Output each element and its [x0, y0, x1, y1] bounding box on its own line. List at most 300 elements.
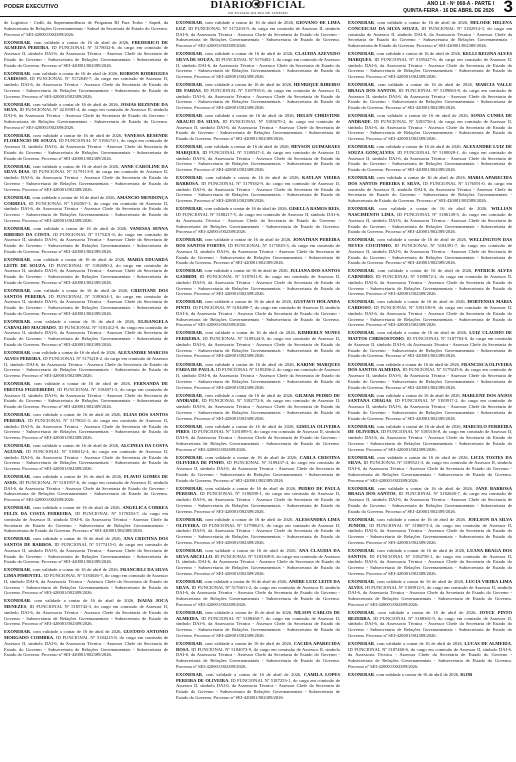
entry-body: do cargo em comissão de Assessor II, símbolo DAI-6, da Assessoria Técnica - Assessor Chefe da Secretaria de Estado do Governo - Subsecretaria de Relações Governamentais - Subsecretaria de Estado do Governo. Processo nº SEI-420001/002389/2026. [348, 615, 512, 638]
entry-body: do cargo em comissão de Assessor II, símbolo DAI-6, da Assessoria Técnica - Assessor Chefe da Secretaria de Estado do Governo - Subsecretaria de Relações Governamentais - Subsecretaria de Estado do Governo. Processo nº SEI-420001/002389/2026. [4, 355, 168, 379]
entry-prefix: EXONERAR [4, 39, 31, 45]
person-id: , ID FUNCIONAL Nº 5187460-6, [348, 640, 512, 652]
person-id: , ID FUNCIONAL Nº 5172849-7, [26, 76, 95, 82]
person-id: , ID FUNCIONAL Nº 5177415-0, [51, 542, 119, 548]
entry-validity: , com validade a contar de 16 de abril de 2026, [30, 474, 124, 480]
entry-prefix: EXONERAR [348, 175, 375, 181]
entry-body: do cargo em comissão de Assessor II, símbolo DAI-6, da Assessoria Técnica - Assessor Chefe da Secretaria de Estado do Governo - Subsecretaria de Relações Governamentais - Subsecretaria de Estado do Governo. Processo nº SEI-420001/002389/2026. [348, 180, 512, 204]
exoneration-entry [176, 299, 340, 328]
person-name: LICIA TOSTES DA SILVA [348, 454, 512, 466]
entry-validity: , com validade a contar de 16 de abril de 2026, [30, 70, 120, 76]
entry-validity: , com validade a contar de 16 de abril de 2026, [30, 287, 131, 293]
exoneration-entry [4, 133, 168, 162]
column-2 [176, 20, 340, 762]
person-name: ALEXANDRE MARCOS ALVES PEREIRA [4, 350, 168, 361]
person-name: MARLENE DOS ANJOS SANTANA CHAGAS [348, 392, 512, 404]
entry-body: do cargo em comissão de Assessor II, símbolo DAI-6, da Assessoria Técnica - Assessor Chefe da Secretaria de Estado do Governo - Subsecretaria de Relações Governamentais - Subsecretaria de Estado do Governo. Processo nº SEI-420001/002389/2026. [348, 584, 512, 607]
person-id: , ID FUNCIONAL Nº 5189521-3, [360, 460, 426, 466]
person-name: FREDERICO DE ALMEIDA PEREIRA [4, 39, 168, 51]
entry-prefix: EXONERAR [176, 485, 203, 491]
entry-prefix: EXONERAR [176, 82, 203, 88]
entry-prefix: EXONERAR [348, 547, 375, 553]
entry-validity: , com validade a contar de 16 de abril de 2026, [202, 144, 292, 150]
person-name: WILLIAN NASCIMENTO LIMA [348, 206, 512, 218]
exoneration-entry [348, 175, 512, 204]
edition-date: QUINTA-FEIRA - 16 DE ABRIL DE 2026 [403, 7, 494, 14]
column-1 [4, 20, 168, 762]
exoneration-entry [348, 672, 512, 678]
entry-body: do cargo em comissão de Assessor II, símbolo DAI-6, da Assessoria Técnica - Assessor Chefe da Secretaria de Estado do Governo - Subsecretaria de Relações Governamentais - Subsecretaria de Estado do Governo. Processo nº SEI-420001/002389/2026. [176, 398, 340, 421]
entry-body: do cargo em comissão de Assessor II, símbolo DAI-6, da Assessoria Técnica - Assessor Chefe da Secretaria de Estado do Governo - Subsecretaria de Relações Governamentais - Subsecretaria de Estado do Governo. Processo nº SEI-420001/002389/2026. [4, 231, 168, 254]
exoneration-entry [348, 486, 512, 515]
exoneration-entry [176, 393, 340, 422]
entry-prefix: EXONERAR [176, 113, 203, 119]
person-name: MARCELO FERREIRA DE OLIVEIRA [348, 423, 512, 435]
person-name: CACIDA APARECIDA ROSA [176, 640, 340, 652]
entry-body: do cargo em comissão de Assessor II, símbolo DAI-6, da Assessoria Técnica - Assessor Chefe da Secretaria de Estado do Governo - Subsecretaria de Relações Governamentais - Subsecretaria de Estado do Governo. Processo nº SEI-420001/002389/2026. [4, 138, 168, 161]
exoneration-entry [4, 381, 168, 410]
entry-prefix: EXONERAR [348, 516, 375, 522]
entry-prefix: EXONERAR [176, 144, 203, 150]
entry-validity: , com validade a contar de 16 de abril de 2026, [374, 423, 464, 429]
person-id: , ID FUNCIONAL Nº 5184490-7, [190, 305, 255, 311]
exoneration-entry [348, 362, 512, 391]
entry-prefix: EXONERAR [4, 318, 31, 324]
entry-validity: , com validade a contar de 16 de abril de 2026, [30, 567, 121, 573]
exoneration-entry [348, 579, 512, 608]
person-id: , ID FUNCIONAL Nº 5184073-9, [188, 646, 254, 652]
page-number: 3 [503, 0, 513, 16]
exoneration-entry [4, 319, 168, 348]
entry-validity: , com validade a contar de 16 de abril de 2026, [374, 609, 480, 615]
exoneration-entry [4, 102, 168, 131]
entry-validity: , com validade a contar de 16 de abril de 2026, [30, 598, 138, 604]
person-id: , ID FUNCIONAL Nº 5189063-8, [395, 87, 463, 93]
entry-body: do cargo em comissão de Assessor II, símbolo DAI-6, da Assessoria Técnica - Assessor Chefe da Secretaria de Estado do Governo - Subsecretaria de Relações Governamentais - Subsecretaria de Estado do Governo. Processo nº SEI-420001/002389/2026. [348, 367, 512, 390]
person-id: , ID FUNCIONAL Nº 5184391-7, [390, 243, 461, 249]
person-name: ANGELICA CORREA FELIX DA COSTA FERREIRA [4, 505, 168, 516]
exoneration-entry [348, 113, 512, 142]
entry-body: do cargo em comissão de Assessor II, símbolo DAI-6, da Assessoria Técnica - Assessor Chefe da Secretaria de Estado do Governo - Subsecretaria de Relações Governamentais - Subsecretaria de Estado do Governo. Processo nº SEI-420001/002389/2026. [348, 553, 512, 576]
entry-prefix: EXONERAR [176, 547, 203, 553]
entry-validity: , com validade a contar de 16 de abril de 2026, [202, 640, 294, 646]
person-name: HENRIQUE RIBEIRO DE FARIAS [176, 82, 340, 93]
entry-body: do cargo em comissão de Assessor II, símbolo DAI-6, da Assessoria Técnica - Assessor Chefe da Secretaria de Estado do Governo - Subsecretaria de Relações Governamentais - Subsecretaria de Estado do Governo. Processo nº SEI-420001/002389/2026. [176, 180, 340, 204]
person-id: , ID FUNCIONAL Nº 5178350-7, [71, 511, 143, 516]
entry-body: do cargo em comissão de Assessor II, símbolo DAI-6, da Assessoria Técnica - Assessor Chefe da Secretaria de Estado do Governo - Subsecretaria de Relações Governamentais - Subsecretaria de Estado do Governo. Processo nº SEI-420001/002389/2026. [4, 542, 168, 565]
person-name: JULIANA DOS SANTOS GAMBIM [176, 268, 340, 280]
exoneration-entry [4, 288, 168, 317]
entry-body: do cargo em comissão de Assessor II, símbolo DAI-6, da Assessoria Técnica - Assessor Chefe da Secretaria de Estado do Governo - Subsecretaria de Relações Governamentais - Subsecretaria de Estado do Governo. Processo nº SEI-420001/002389/2026. [176, 149, 340, 173]
entry-validity: , com validade a contar de 16 de abril de 2026, [202, 516, 296, 522]
exoneration-entry [348, 424, 512, 453]
person-name: WELLINGTON DAS NEVES COUTINHO [348, 237, 512, 249]
entry-body: do cargo em comissão de Assessor II, símbolo DAI-6, da Assessoria Técnica - Assessor Chefe da Secretaria de Estado do Governo - Subsecretaria de Relações Governamentais - Subsecretaria de Estado do Governo. Processo nº SEI-420001/002389/2026. [4, 573, 168, 596]
entry-validity: , com validade a contar de 16 de abril de 2026, [202, 485, 299, 491]
entry-prefix: EXONERAR [176, 609, 203, 615]
entry-prefix: EXONERAR [348, 485, 375, 491]
exoneration-entry [348, 237, 512, 266]
entry-validity: , com validade a contar de 16 de abril de 2026, [30, 381, 134, 387]
person-id: , ID FUNCIONAL Nº 5182690-2, [45, 262, 117, 268]
entry-prefix: EXONERAR [4, 412, 31, 418]
entry-prefix: EXONERAR [4, 287, 31, 293]
person-id: , ID FUNCIONAL Nº 5180634-1, [45, 293, 117, 299]
entry-prefix: EXONERAR [176, 51, 203, 57]
entry-prefix: EXONERAR [4, 225, 31, 231]
person-name: HEYSON GUIMARAES MARQUES [176, 144, 340, 155]
entry-body: do cargo em comissão de Assessor II, símbolo DAI-6, da Assessoria Técnica - Assessor Chefe da Secretaria de Estado do Governo - Subsecretaria de Relações Governamentais - Subsecretaria de Estado do Governo. Processo nº SEI-420001/002389/2026. [176, 56, 340, 80]
exoneration-entry [4, 474, 168, 503]
entry-validity: , com validade a contar de 16 de abril de 2026, [202, 454, 300, 460]
person-name: SONIA CUNHA DE ANDRADE [348, 113, 512, 124]
exoneration-entry [176, 113, 340, 142]
exoneration-entry [348, 299, 512, 328]
person-id: , ID FUNCIONAL Nº 5187784-0, [403, 336, 470, 342]
entry-prefix: EXONERAR [176, 361, 203, 367]
exoneration-entry [4, 257, 168, 286]
entry-prefix: EXONERAR [348, 299, 375, 305]
entry-prefix: EXONERAR [4, 474, 31, 480]
entry-prefix: EXONERAR [348, 640, 375, 646]
person-id: , ID FUNCIONAL Nº 5183670-2, [219, 118, 289, 124]
exoneration-entry [348, 330, 512, 359]
person-id: , ID FUNCIONAL Nº 5179113-8, [29, 169, 96, 175]
entry-prefix: EXONERAR [176, 175, 203, 181]
person-name: FRANCIELI DA SILVA LIMA PIMENTEL [4, 567, 168, 579]
person-name: MARIA APARECIDA DOS SANTOS PEREIRA E SILVA [348, 175, 512, 186]
entry-validity: , com validade a contar de 16 de abril de 2026, [374, 454, 471, 460]
entry-prefix: EXONERAR [348, 144, 375, 150]
entry-validity: , com validade a contar de 16 de abril de 2026, [30, 194, 117, 200]
entry-body: do cargo em comissão de Assessor II, símbolo DAI-6, da Assessoria Técnica - Assessor Chefe da Secretaria de Estado do Governo - Subsecretaria de Relações Governamentais - Subsecretaria de Estado do Governo. Processo nº SEI-420001/002389/2026. [348, 522, 512, 545]
entry-prefix: EXONERAR [176, 330, 203, 336]
entry-prefix: EXONERAR [176, 268, 203, 274]
exoneration-entry [4, 40, 168, 69]
person-name: FERNANDA DE FREITAS FIGUEIREDO [4, 381, 168, 392]
person-id: , ID FUNCIONAL Nº 5187611-8, [196, 274, 265, 280]
entry-prefix: EXONERAR [4, 194, 31, 200]
exoneration-entry [176, 237, 340, 266]
person-name: ALCINEIA DA COSTA AGUIAR [4, 443, 168, 454]
entry-validity: , com validade a contar de 16 de abril de 2026, [374, 144, 463, 150]
person-name: HELOISE HELENA CONCEICAO DA SILVA SOUZA [348, 20, 512, 31]
entry-validity: , com validade a contar de 16 de abril de 2026, [202, 423, 297, 429]
entry-prefix: EXONERAR [348, 361, 375, 367]
person-id: , ID FUNCIONAL Nº 5176611-2, [188, 584, 254, 590]
entry-validity: , com validade a contar de 16 de abril de 2026, [30, 412, 124, 418]
entry-body: do cargo em comissão de Assessor II, símbolo DAI-6, da Assessoria Técnica - Assessor Chefe da Secretaria de Estado do Governo - Subsecretaria de Relações Governamentais - Subsecretaria de Estado do Governo. Processo nº SEI-420001/002389/2026. [176, 522, 340, 545]
exoneration-entry [176, 610, 340, 639]
entry-body: do cargo em comissão de Assessor II, símbolo DAI-6, da Assessoria Técnica - Assessor Chefe da Secretaria de Estado do Governo - Subsecretaria de Relações Governamentais - Subsecretaria de Estado do Governo. Processo nº SEI-420001/002389/2026. [176, 118, 340, 142]
entry-validity: , com validade a contar de 16 de abril de 2026, [374, 113, 471, 119]
exoneration-entry [176, 206, 340, 235]
person-name: JANE BARBOSA BRAGA DOS SANTOS [348, 485, 512, 497]
exoneration-entry [176, 579, 340, 608]
person-id: , ID FUNCIONAL Nº 5182567-3, [25, 200, 94, 206]
entry-body: do cargo em comissão de Assessor II, símbolo DAI-6, da Assessoria Técnica - Assessor Chefe da Secretaria de Estado do Governo - Subsecretaria de Relações Governamentais - Subsecretaria de Estado do Governo. Processo nº SEI-420001/002389/2026. [176, 553, 340, 576]
exoneration-entry [348, 455, 512, 484]
entry-body: do cargo em comissão de Assessor II, símbolo DAI-6, da Assessoria Técnica - Assessor Chefe da Secretaria de Estado do Governo - Subsecretaria de Relações Governamentais - Subsecretaria de Estado do Governo. Processo nº SEI-420001/002389/2026. [176, 584, 340, 607]
entry-prefix: EXONERAR [4, 381, 31, 387]
entry-prefix: EXONERAR [4, 443, 31, 449]
entry-prefix: EXONERAR [348, 51, 375, 57]
entry-body: do cargo em comissão de Assessor II, símbolo DAI-6, da Assessoria Técnica - Assessor Chefe da Secretaria de Estado do Governo - Subsecretaria de Relações Governamentais - Subsecretaria de Estado do Governo. Processo nº SEI-420001/002389/2026. [4, 417, 168, 441]
entry-validity: , com validade a contar de 16 de abril de 2026, [374, 51, 463, 57]
person-id: , ID FUNCIONAL Nº 5186312-4, [22, 448, 93, 454]
person-name: ANNE CAROLINE DA SILVA DIAS [4, 163, 168, 175]
entry-prefix: EXONERAR [4, 256, 31, 262]
entry-validity: , com validade a contar de 16 de abril de 2026, [374, 485, 476, 491]
person-name: KELLI REGINA ALVES MARQUES [348, 51, 512, 62]
entry-body: do cargo em comissão de Assessor II, símbolo DAI-6, da Assessoria Técnica - Assessor Chefe da Secretaria de Estado do Governo - Subsecretaria de Relações Governamentais - Subsecretaria de Estado do Governo. Processo nº SEI-420001/002389/2026. [176, 646, 340, 669]
person-id: , ID FUNCIONAL Nº 5183756-4, [370, 118, 439, 124]
person-id: , ID FUNCIONAL Nº 5172203-9, [185, 25, 252, 31]
exoneration-entry [4, 536, 168, 565]
exoneration-entry [176, 82, 340, 111]
exoneration-entry [176, 672, 340, 701]
entry-prefix: EXONERAR [176, 516, 203, 522]
person-id: , ID FUNCIONAL Nº 5186073-4, [365, 522, 436, 528]
entry-validity: , com validade a contar de 16 de abril de 2026, [202, 237, 293, 243]
person-name: JOSIAS REZENDE DA SILVA [4, 101, 168, 113]
person-name: JONATHAN PEREIRA DOS SANTOS FORTES [176, 237, 340, 249]
entry-prefix: EXONERAR [176, 20, 203, 25]
continued-entry: de Logística - Cedil, da Superintendência de Programa RJ Para Todos - Saped, da Subsecretaria de Relações Governamentais - Subsel da Secretaria de Estado do Governo. Processo nº SEI-420001/002389/2026. [4, 20, 168, 37]
entry-validity: , com validade a contar de 16 de abril de 2026, [30, 505, 123, 511]
entry-prefix: EXONERAR [348, 82, 375, 88]
person-id: , ID FUNCIONAL Nº 5184758-1, [366, 553, 436, 559]
entry-prefix: EXONERAR [348, 113, 375, 119]
entry-validity: , com validade a contar de 16 de abril de 2026, [30, 318, 139, 324]
person-id: , ID FUNCIONAL Nº 5185427-6, [371, 56, 439, 62]
entry-validity: , com validade a contar de 16 de abril de 2026, [374, 299, 468, 305]
entry-body: do cargo em comissão de Assessor II, símbolo DAI-6, da Assessoria Técnica - Assessor Chefe da Secretaria de Estado do Governo - Subsecretaria de Relações Governamentais - Subsecretaria de Estado do Governo. Processo nº SEI-420001/002389/2026. [176, 491, 340, 514]
entry-body: do cargo em comissão de Assessor II, símbolo DAI-6, da Assessoria Técnica - Assessor Chefe da Secretaria de Estado do Governo - Subsecretaria de Relações Governamentais - Subsecretaria de Estado do Governo. Processo nº SEI-420001/002389/2026. [348, 87, 512, 111]
person-name: AMANCIO MENDONÇA CORREIA [4, 194, 168, 206]
entry-body: do cargo em comissão de Assessor II, símbolo DAI-6, da Assessoria Técnica - Assessor Chefe da Secretaria de Estado do Governo - Subsecretaria de Relações Governamentais - Subsecretaria de Estado do Governo. Processo nº SEI-420001/002389/2026. [348, 398, 512, 421]
entry-body: do cargo em comissão de Assessor II, símbolo DAI-6, da Assessoria Técnica - Assessor Chefe da Secretaria de Estado do Governo - Subsecretaria de Relações Governamentais - Subsecretaria de Estado do Governo. Processo nº SEI-420001/002389/2026. [4, 448, 168, 472]
exoneration-entry [348, 20, 512, 49]
person-id: , ID FUNCIONAL Nº 5184215-8, [53, 635, 120, 641]
entry-validity: , com validade a contar de 16 de abril de 2026, [374, 175, 468, 181]
person-id: , ID FUNCIONAL Nº 5180547-4, [199, 149, 267, 155]
exoneration-entry [176, 424, 340, 453]
exoneration-entry [4, 443, 168, 472]
entry-body: do cargo em comissão de Assessor II, símbolo DAI-6, da Assessoria Técnica - Assessor Chefe da Secretaria de Estado do Governo - Subsecretaria de Relações Governamentais - Subsecretaria de Estado do Governo. Processo nº SEI-420001/002389/2026. [4, 107, 168, 130]
edition-info [403, 1, 494, 14]
entry-validity: , com validade a contar de 16 de abril de 2026, [202, 671, 304, 677]
person-id: , ID FUNCIONAL Nº 5179245-6, [400, 367, 465, 373]
entry-body: do cargo em comissão de Assessor II, símbolo DAI-6, da Assessoria Técnica - Assessor Chefe da Secretaria de Estado do Governo - Subsecretaria de Relações Governamentais - Subsecretaria de Estado do Governo. Processo nº SEI-420001/002389/2026. [4, 386, 168, 410]
person-id: , ID FUNCIONAL Nº 5196174-1, [56, 138, 121, 144]
entry-validity: , com validade a contar de 16 de abril de 2026, [374, 20, 471, 25]
person-name: GISELIA OLIVEIRA PIRES [176, 423, 340, 435]
person-name: KARINE MARQUES FARIA DE PAULA [176, 361, 340, 373]
entry-prefix: EXONERAR [176, 671, 203, 677]
exoneration-entry [176, 268, 340, 297]
exoneration-entry [4, 505, 168, 534]
entry-body: do cargo em comissão de Assessor II, símbolo DAI-6, da Assessoria Técnica - Assessor Chefe da Secretaria de Estado do Governo - Subsecretaria de Relações Governamentais - Subsecretaria de Estado do Governo. Processo nº SEI-420001/002389/2026. [348, 243, 512, 266]
person-name: ELISANGELA CARVALHO MACHADO [4, 318, 168, 330]
entry-body: do cargo em comissão de Assessor II, símbolo DAI-6, da Assessoria Técnica - Assessor Chefe da Secretaria de Estado do Governo - Subsecretaria de Relações Governamentais - Subsecretaria de Estado do Governo. Processo nº SEI-420001/002389/2026. [176, 460, 340, 483]
exoneration-entry [176, 641, 340, 670]
exoneration-entry [176, 330, 340, 359]
gazette-subtitle: DO ESTADO DO RIO DE JANEIRO [228, 11, 288, 15]
entry-validity: , com validade a contar de 16 de abril de 2026, [202, 175, 302, 181]
entry-prefix: EXONERAR [348, 20, 375, 25]
person-name: PATRICK ALVES CARNEIRO [348, 268, 512, 280]
exoneration-entry [176, 455, 340, 484]
entry-validity: , com validade a contar de 16 de abril de 2026, [374, 640, 465, 646]
exoneration-entry [348, 548, 512, 577]
person-id: , ID FUNCIONAL Nº 5183308-8, [212, 553, 277, 559]
entry-prefix: EXONERAR [348, 454, 375, 460]
exoneration-entry [4, 412, 168, 441]
person-name: GIOVANO DE LIMA LUZ [176, 20, 340, 31]
exoneration-entry [4, 598, 168, 627]
person-id: , ID FUNCIONAL Nº 5181412-9, [55, 324, 121, 330]
entry-validity: , com validade a contar de 16 de abril de 2026, [374, 82, 476, 88]
exoneration-entry [4, 567, 168, 596]
entry-prefix: EXONERAR [348, 671, 375, 677]
entry-body: do cargo em comissão de Assessor II, símbolo DAI-6, da Assessoria Técnica - Assessor Chefe da Secretaria de Estado do Governo - Subsecretaria de Relações Governamentais - Subsecretaria de Estado do Governo. Processo nº SEI-420001/002389/2026. [176, 212, 340, 235]
column-3 [348, 20, 512, 762]
person-id: , ID FUNCIONAL Nº 5180028-1, [393, 149, 463, 155]
person-name: ALEXANDRE LUIZ DE SOUZA GONÇALVES [348, 144, 512, 155]
entry-validity: , com validade a contar de 16 de abril de 2026, [202, 113, 297, 119]
entry-body: do cargo em comissão de Assessor II, símbolo DAI-6, da Assessoria Técnica - Assessor Chefe da Secretaria de Estado do Governo - Subsecretaria de Relações Governamentais - Subsecretaria de Estado do Governo. Processo nº SEI-420001/002389/2026. [348, 429, 512, 452]
person-name: JOELSON DA SILVA JUNIOR [348, 516, 512, 528]
entry-validity: , com validade a contar de 16 de abril de 2026, [30, 39, 132, 45]
entry-body: do cargo em comissão de Assessor II, símbolo DAI-6, da Assessoria Técnica - Assessor Chefe da Secretaria de Estado do Governo - Subsecretaria de Relações Governamentais - Subsecretaria de Estado do Governo. Processo nº SEI-420001/002389/2026. [348, 491, 512, 514]
entry-body: do cargo em comissão de Assessor II, símbolo DAI-6, da Assessoria Técnica - Assessor Chefe da Secretaria de Estado do Governo - Subsecretaria de Relações Governamentais - Subsecretaria de Estado do Governo. Processo nº SEI-420001/002389/2026. [176, 336, 340, 359]
person-name: PEDRO DE PAULA PEREIRA [176, 485, 340, 497]
exoneration-entry [4, 71, 168, 100]
person-id: , ID FUNCIONAL Nº 5182772-6, [198, 398, 267, 404]
entry-validity: , com validade a contar de 16 de abril de 2026, [30, 350, 118, 356]
entry-body: do cargo em comissão de Assessor II, símbolo DAI-6, da Assessoria Técnica - Assessor Chefe da Secretaria de Estado do Governo - Subsecretaria de Relações Governamentais - Subsecretaria de Estado do Governo. Processo nº SEI-420001/002389/2026. [348, 305, 512, 328]
entry-body: do cargo em comissão de Assessor II, símbolo DAI-6, da Assessoria Técnica - Assessor Chefe da Secretaria de Estado do Governo - Subsecretaria de Relações Governamentais - Subsecretaria de Estado do Governo. Processo nº SEI-420001/002389/2026. [4, 45, 168, 68]
person-name: GILMAR PEDRO DE ANDRADE [176, 392, 340, 404]
exoneration-entry [176, 517, 340, 546]
person-id: , ID FUNCIONAL Nº 5187253-1, [228, 677, 293, 683]
text-columns [4, 20, 512, 762]
person-id: , ID FUNCIONAL Nº 5182914-3, [417, 25, 488, 31]
entry-prefix: EXONERAR [176, 392, 203, 398]
entry-body: do cargo em comissão de Assessor II, símbolo DAI-6, da Assessoria Técnica - Assessor Chefe da Secretaria de Estado do Governo - Subsecretaria de Relações Governamentais - Subsecretaria de Estado do Governo. Processo nº SEI-420001/002389/2026. [176, 87, 340, 111]
person-name: FRANCISCA OLIVEIRA DOS SANTOS ALMEIDA [348, 361, 512, 373]
person-name: CLAUDIA AZEVEDO SILVA DE SOUZA [176, 51, 340, 62]
person-name: KIMBERLY NUNES FERREIRA [176, 330, 340, 342]
entry-validity: , com validade a contar de 16 de abril de 2026, [374, 206, 492, 212]
edition-number: ANO LII - Nº 068-A - PARTE I [427, 1, 494, 7]
person-name: NILSON CARLOS DE ALMEIDA [176, 609, 340, 621]
exoneration-entry [348, 144, 512, 173]
exoneration-entry [176, 486, 340, 515]
entry-body: do cargo em comissão de Assessor II, símbolo DAI-6, da Assessoria Técnica - Assessor Chefe da Secretaria de Estado do Governo - Subsecretaria de Relações Governamentais - Subsecretaria de Estado do Governo. Processo nº SEI-420001/002389/2026. [348, 646, 512, 669]
exoneration-entry [176, 548, 340, 577]
exoneration-entry [348, 610, 512, 639]
person-name: CAMILA LOPES PEREIRA DE OLIVEIRA [176, 671, 340, 683]
person-id: , ID FUNCIONAL Nº 5182640-7, [395, 491, 463, 497]
person-id: , ID FUNCIONAL Nº 5173218-2, [40, 355, 105, 361]
gazette-title: DIÁRIO OFICIAL [210, 0, 306, 11]
entry-body: do cargo em comissão de Assessor II, símbolo DAI-6, da Assessoria Técnica - Assessor Chefe da Secretaria de Estado do Governo - Subsecretaria de Relações Governamentais - Subsecretaria de Estado do Governo. Processo nº SEI-420001/002389/2026. [348, 460, 512, 483]
entry-body: do cargo em comissão de Assessor II, símbolo DAI-6, da Assessoria Técnica - Assessor Chefe da Secretaria de Estado do Governo - Subsecretaria de Relações Governamentais - Subsecretaria de Estado do Governo. Processo nº SEI-420001/002389/2026. [4, 635, 168, 658]
person-name: ALESSANDRA LIMA OLIVEIRA [176, 516, 340, 528]
entry-validity: , com validade a contar de 16 de abril de 2026, [374, 578, 466, 584]
entry-validity: , com validade a contar de 16 de abril de 2026, [202, 392, 296, 398]
entry-validity: , com validade a contar de 16 de abril de 2026, [374, 516, 468, 522]
entry-validity: , com validade a contar de 16 de abril de 2026, [374, 361, 462, 367]
person-id: , ID FUNCIONAL Nº 5189437-4, [223, 460, 291, 466]
person-id: , ID FUNCIONAL Nº 5178032-6, [48, 45, 118, 51]
person-id: , ID FUNCIONAL Nº 5188672-2, [372, 274, 440, 280]
entry-body: do cargo em comissão de Assessor II, símbolo DAI-6, da Assessoria Técnica - Assessor Chefe da Secretaria de Estado do Governo - Subsecretaria de Relações Governamentais - Subsecretaria de Estado do Governo. Processo nº SEI-420001/002389/2026. [176, 25, 340, 48]
entry-prefix: EXONERAR [348, 609, 375, 615]
exoneration-entry [176, 175, 340, 204]
entry-body: do cargo em comissão de Assessor II, símbolo DAI-6, da Assessoria Técnica - Assessor Chefe da Secretaria de Estado do Governo - Subsecretaria de Relações Governamentais - Subsecretaria de Estado do Governo. Processo nº SEI-420001/002389/2026. [4, 76, 168, 99]
exoneration-entry [348, 268, 512, 297]
entry-validity: , com validade a contar de 16 de abril de 2026, [30, 132, 125, 138]
entry-validity: , com validade a contar de 16 de abril de 2026, [374, 237, 469, 243]
exoneration-entry [348, 517, 512, 546]
person-id: , ID FUNCIONAL Nº 5188301-9, [369, 615, 439, 621]
person-name: ANA CLAUDIA DA SILVA ARCELLO [176, 547, 340, 559]
entry-validity: , com validade a contar de 16 de abril de 2026, [30, 443, 121, 449]
entry-prefix: EXONERAR [176, 640, 203, 646]
entry-validity: , com validade a contar de 16 de abril de 2026, [374, 392, 463, 398]
entry-body: do cargo em comissão de Assessor II, símbolo DAI-6, da Assessoria Técnica - Assessor Chefe da Secretaria de Estado do Governo - Subsecretaria de Relações Governamentais - Subsecretaria de Estado do Governo. Processo nº SEI-420001/002389/2026. [4, 169, 168, 192]
entry-body: do cargo em comissão de Assessor II, símbolo DAI-6, da Assessoria Técnica - Assessor Chefe da Secretaria de Estado do Governo - Subsecretaria de Relações Governamentais - Subsecretaria de Estado do Governo. Processo nº SEI-420001/002389/2026. [4, 200, 168, 223]
entry-prefix: EXONERAR [4, 629, 31, 635]
entry-body: do cargo em comissão de Assessor II, símbolo DAI-6, da Assessoria Técnica - Assessor Chefe da Secretaria de Estado do Governo - Subsecretaria de Relações Governamentais - Subsecretaria de Estado do Governo. Processo nº SEI-420001/002389/2026. [176, 615, 340, 638]
entry-prefix: EXONERAR [176, 206, 203, 212]
person-name: LUANA BRAGA DOS SANTOS [348, 547, 512, 559]
entry-body: do cargo em comissão de Assessor II, símbolo DAI-6, da Assessoria Técnica - Assessor Chefe da Secretaria de Estado do Governo - Subsecretaria de Relações Governamentais - Subsecretaria de Estado do Governo. Processo nº SEI-420001/002389/2026. [348, 118, 512, 142]
entry-prefix: EXONERAR [176, 423, 203, 429]
entry-body: do cargo em comissão de Assessor II, símbolo DAI-6, da Assessoria Técnica - Assessor Chefe da Secretaria de Estado do Governo - Subsecretaria de Relações Governamentais - Subsecretaria de Estado do Governo. Processo nº SEI-420001/002389/2026. [4, 262, 168, 285]
entry-body: do cargo em comissão de Assessor II, símbolo DAI-6, da Assessoria Técnica - Assessor Chefe da Secretaria de Estado do Governo - Subsecretaria de Relações Governamentais - Subsecretaria de Estado do Governo. Processo nº SEI-420001/002389/2026. [348, 274, 512, 297]
person-name: ANA CRISTINA DOS SANTOS DE BARROS [4, 536, 168, 548]
entry-body: do cargo em comissão de Assessor II, símbolo DAI-6, da Assessoria Técnica - Assessor Chefe da Secretaria de Estado do Governo - Subsecretaria de Relações Governamentais - Subsecretaria de Estado do Governo. Processo nº SEI-420001/002389/2026. [348, 25, 512, 48]
entry-validity: , com validade a contar de 16 de abril de 2026, [202, 578, 289, 584]
entry-validity: , com validade a contar de 16 de abril de 2026, [202, 51, 296, 57]
person-id: , ID FUNCIONAL Nº 5181957-6, [16, 479, 82, 485]
person-name: ELIAS DOS SANTOS PEREIRA [4, 412, 168, 423]
person-id: , ID FUNCIONAL Nº 5176591-0, [419, 180, 488, 186]
person-name: GUSTAVO HOLANDA PINTO [176, 299, 340, 311]
person-id: , ID FUNCIONAL Nº 5184971-5, [54, 386, 121, 392]
person-name: HELEN CHRISTINE ARAUJO DA SILVA [176, 113, 340, 124]
person-id: , ID FUNCIONAL Nº 5185316-8, [378, 429, 443, 435]
entry-validity: , com validade a contar de 16 de abril de 2026, [202, 206, 289, 212]
entry-validity: , com validade a contar de 16 de abril de 2026, [202, 361, 297, 367]
person-id: , ID FUNCIONAL Nº 5179382-9, [197, 180, 267, 186]
exoneration-entry [176, 144, 340, 173]
entry-body: do cargo em comissão de Assessor II, símbolo DAI-6, da Assessoria Técnica - Assessor Chefe da Secretaria de Estado do Governo - Subsecretaria de Relações Governamentais - Subsecretaria de Estado do Governo. Processo nº SEI-420001/002389/2026. [176, 429, 340, 452]
person-name: ROBSON RODRIGUES CARDOSO [4, 70, 168, 82]
exoneration-entry [348, 51, 512, 80]
person-name: GISELLA RAMOS REIS [288, 206, 339, 212]
person-name: CRISTIANE DOS SANTOS PEREIRA [4, 287, 168, 299]
entry-prefix: EXONERAR [348, 423, 375, 429]
entry-prefix: EXONERAR [4, 132, 31, 138]
entry-body: do cargo em comissão de Assessor II, símbolo DAI-6, da Assessoria Técnica - Assessor Chefe da Secretaria de Estado do Governo - Subsecretaria de Relações Governamentais - Subsecretaria de Estado do Governo. Processo nº SEI-420001/002389/2026. [4, 511, 168, 534]
entry-body: do cargo em comissão de Assessor II, símbolo DAI-6, da Assessoria Técnica - Assessor Chefe da Secretaria de Estado do Governo - Subsecretaria de Relações Governamentais - Subsecretaria de Estado do Governo. Processo nº SEI-420001/002389/2026. [4, 324, 168, 347]
entry-validity: , com validade a contar de 16 de abril de 2026, [374, 547, 468, 553]
